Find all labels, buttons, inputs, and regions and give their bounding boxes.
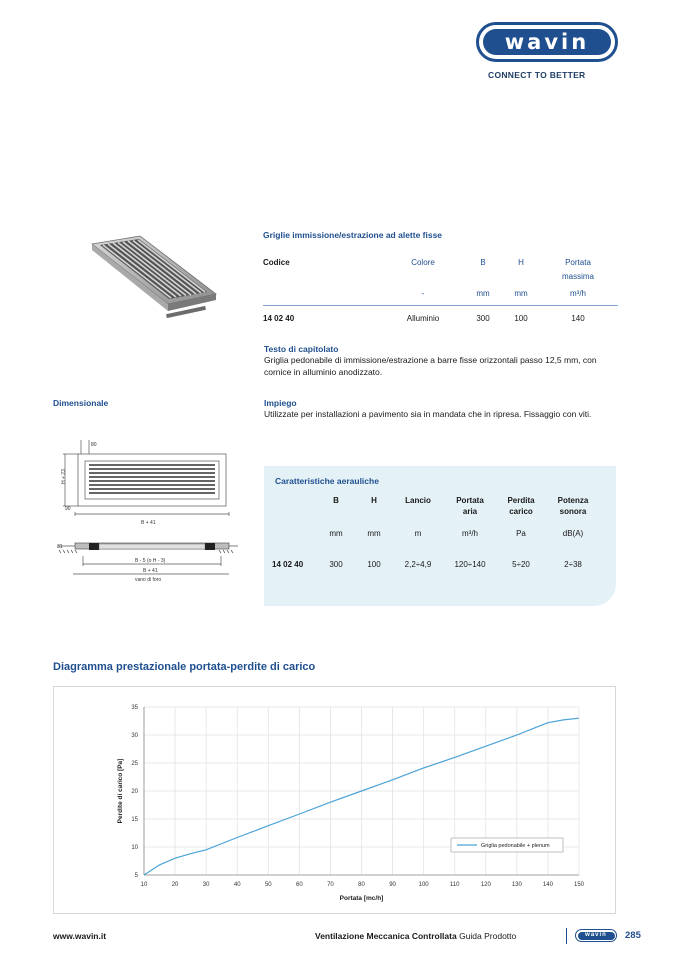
row-colore: Alluminio: [406, 314, 440, 323]
dim-offset-top: 80: [91, 442, 97, 448]
col-portata: Portata: [565, 258, 591, 267]
dim-section-in: B - 5 (o H - 3): [135, 558, 166, 564]
chart-title: Diagramma prestazionale portata-perdite di carico: [53, 661, 316, 673]
x-tick-label: 90: [389, 882, 396, 888]
dim-niche: vano di foro: [135, 577, 162, 583]
aer-u-potenza: dB(A): [562, 529, 584, 538]
aeraulic-title: Caratteristiche aerauliche: [275, 476, 379, 486]
footer-logo: [575, 929, 617, 942]
table-row: [263, 314, 618, 328]
impiego-title: Impiego: [264, 398, 297, 408]
aer-v-b: 300: [329, 560, 343, 569]
y-tick-label: 30: [131, 733, 138, 739]
grille-product-image: [88, 232, 220, 327]
x-tick-label: 100: [418, 882, 429, 888]
footer-divider: [566, 928, 567, 944]
x-tick-label: 20: [171, 882, 179, 888]
dim-section-h: 31: [57, 544, 63, 550]
aer-h-lancio: Lancio: [405, 496, 431, 505]
x-tick-label: 110: [449, 882, 460, 888]
aer-u-lancio: m: [414, 529, 422, 538]
x-tick-label: 140: [542, 882, 553, 888]
x-tick-label: 80: [358, 882, 365, 888]
capitolato-title: Testo di capitolato: [264, 344, 339, 354]
row-portata: 140: [571, 314, 585, 323]
dimensionale-label: Dimensionale: [53, 398, 109, 408]
x-axis-label: Portata [mc/h]: [339, 895, 384, 902]
aer-h-perdita: Perdita: [507, 496, 535, 505]
col-b: B: [480, 258, 486, 267]
footer-url: www.wavin.it: [53, 931, 107, 941]
impiego-text: Utilizzate per installazioni a pavimento sia in mandata che in ripresa. Fissaggio con viti.: [264, 409, 592, 419]
legend-label: Griglia pedonabile + plenum: [481, 843, 550, 849]
col-codice: Codice: [263, 258, 290, 267]
aer-row-codice: 14 02 40: [272, 560, 304, 569]
x-tick-label: 60: [296, 882, 303, 888]
y-tick-label: 15: [131, 817, 138, 823]
unit-portata: m³/h: [570, 289, 586, 298]
dim-width: B + 41: [141, 520, 156, 526]
col-h: H: [518, 258, 524, 267]
footer-doc-bold: Ventilazione Meccanica Controllata: [315, 931, 457, 941]
aer-v-portata: 120÷140: [454, 560, 486, 569]
row-b: 300: [476, 314, 490, 323]
dimensional-drawing: [53, 436, 238, 586]
y-axis-label: Perdite di carico [Pa]: [117, 758, 124, 824]
aer-h-potenza: Potenza: [557, 496, 589, 505]
x-tick-label: 50: [264, 882, 272, 888]
x-tick-label: 10: [140, 882, 148, 888]
capitolato-line2: cornice in alluminio anodizzato.: [264, 367, 383, 377]
aer-v-perdita: 5÷20: [512, 560, 530, 569]
wavin-logo: [476, 22, 618, 62]
product-table: [263, 258, 618, 328]
y-tick-label: 20: [131, 789, 138, 795]
aer-h-perdita-2: carico: [509, 507, 533, 516]
aer-h-portata: Portata: [456, 496, 484, 505]
aer-h-b: B: [333, 496, 339, 505]
y-tick-label: 35: [131, 705, 138, 711]
footer-doc: [315, 931, 516, 941]
dim-section-out: B + 41: [143, 568, 158, 574]
footer-logo-text: wavin: [578, 932, 615, 940]
y-tick-label: 25: [131, 761, 138, 767]
col-portata-line2: massima: [561, 272, 594, 281]
tagline: CONNECT TO BETTER: [488, 70, 586, 80]
x-tick-label: 150: [573, 882, 585, 888]
row-h: 100: [514, 314, 528, 323]
unit-b: mm: [476, 289, 490, 298]
aer-u-portata: m³/h: [462, 529, 478, 538]
x-tick-label: 30: [202, 882, 210, 888]
chart-svg: [53, 686, 616, 914]
aer-v-h: 100: [367, 560, 381, 569]
aer-h-portata-2: aria: [462, 507, 478, 516]
aer-v-lancio: 2,2÷4,9: [404, 560, 432, 569]
unit-h: mm: [514, 289, 528, 298]
dim-offset-left: 90: [65, 506, 71, 512]
unit-colore: -: [421, 289, 425, 298]
x-tick-label: 130: [511, 882, 522, 888]
x-tick-label: 40: [233, 882, 241, 888]
logo-text: wavin: [504, 30, 590, 54]
x-tick-label: 70: [327, 882, 334, 888]
x-tick-label: 120: [480, 882, 491, 888]
footer-doc-rest: Guida Prodotto: [456, 931, 517, 941]
col-colore: Colore: [411, 258, 435, 267]
capitolato-line1: Griglia pedonabile di immissione/estrazione a barre fisse orizzontali passo 12,5 mm, con: [264, 355, 597, 365]
y-tick-label: 5: [134, 873, 138, 879]
y-tick-label: 10: [131, 845, 138, 851]
dim-height: H + 23: [61, 469, 67, 484]
aer-h-h: H: [371, 496, 377, 505]
aer-u-perdita: Pa: [516, 529, 526, 538]
page-number: 285: [625, 930, 641, 941]
aer-u-b: mm: [329, 529, 343, 538]
aer-h-potenza-2: sonora: [559, 507, 587, 516]
row-codice: 14 02 40: [263, 314, 295, 323]
aer-v-potenza: 2÷38: [564, 560, 582, 569]
table-divider: [263, 305, 618, 306]
product-section-title: Griglie immissione/estrazione ad alette fisse: [263, 230, 443, 240]
aer-u-h: mm: [367, 529, 381, 538]
